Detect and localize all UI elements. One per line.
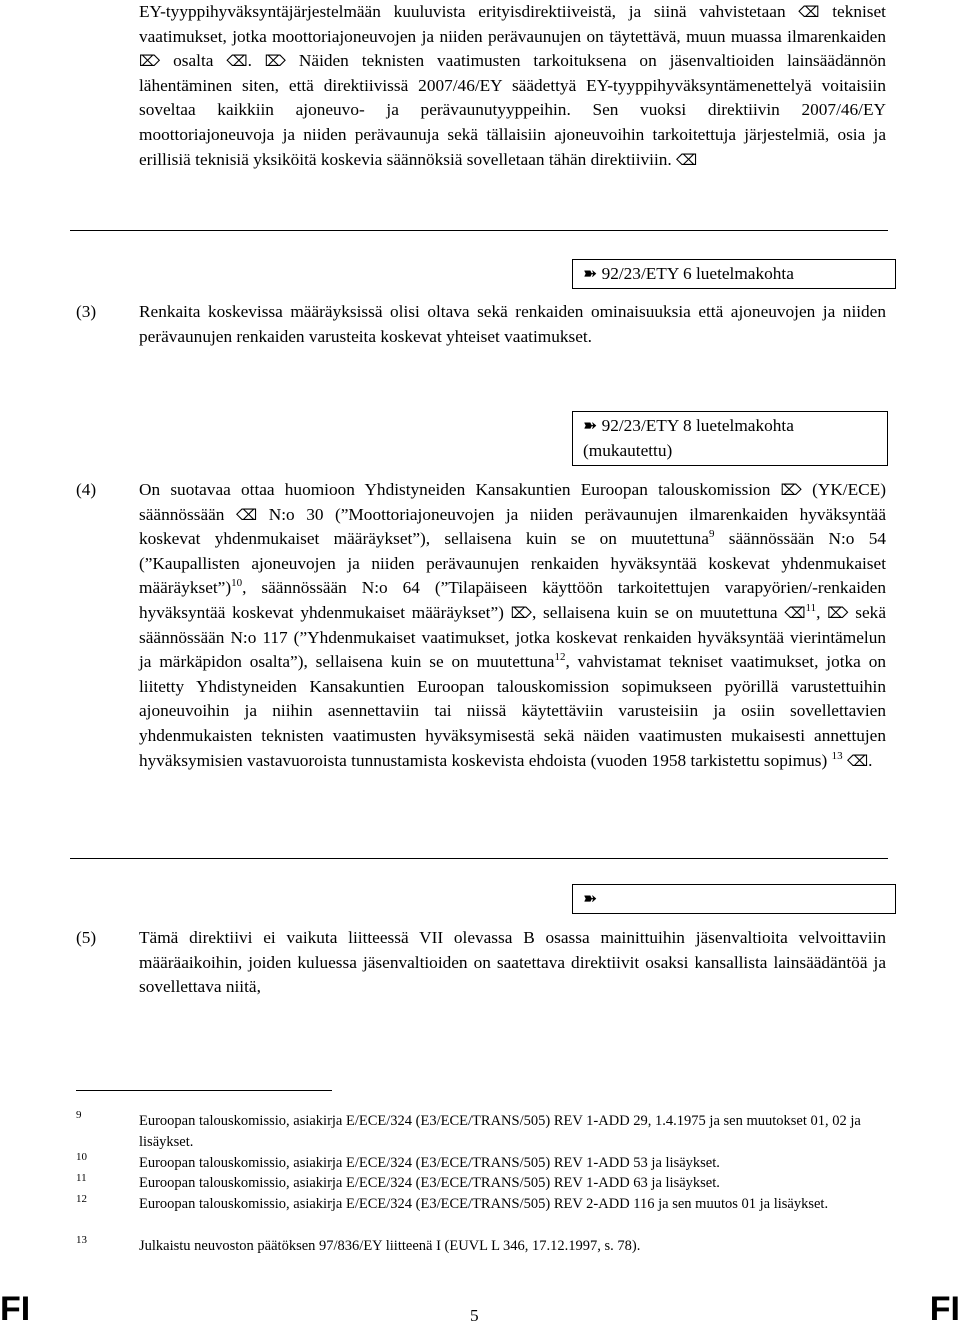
recital-text: Tämä direktiivi ei vaikuta liitteessä VII olevassa B osassa mainittuihin jäsenvaltioita velvoittaviin määräaikoihin, joiden kuluessa jäsenvaltioiden on saatettava direktiivit osaksi kansallista lainsäädäntöä ja sovellettava niitä, xyxy=(139,928,886,997)
deletion-end-icon: ⌫ xyxy=(235,505,258,524)
deletion-end-icon: ⌫ xyxy=(846,751,869,770)
deletion-end-icon: ⌫ xyxy=(226,52,248,71)
source-reference-sublabel: (mukautettu) xyxy=(583,440,673,460)
footnote-number: 11 xyxy=(76,1172,87,1184)
footnote-text: Euroopan talouskomissio, asiakirja E/ECE/324 (E3/ECE/TRANS/505) REV 2-ADD 116 ja sen muutos 01 ja lisäykset. xyxy=(139,1196,829,1212)
arrow-down-icon: ➽ xyxy=(583,416,598,436)
section-divider xyxy=(70,230,888,231)
source-reference-label: 92/23/ETY 6 luetelmakohta xyxy=(601,264,794,283)
recital-text: Renkaita koskevissa määräyksissä olisi oltava sekä renkaiden ominaisuuksia että ajoneuvojen ja niiden perävaunujen renkaiden varusteita koskevat yhteiset vaatimukset. xyxy=(139,302,886,346)
deletion-start-icon: ⌦ xyxy=(827,603,849,622)
paragraph-continuation: EY-tyyppihyväksyntäjärjestelmään kuuluvista erityisdirektiiveistä, ja siinä vahvistetaan ⌫ tekniset vaatimukset, jotka moottoriajoneuvojen ja niiden perävaunujen on täytettävä, muun muassa ilmarenkaiden ⌦ osalta ⌫. ⌦ Näiden teknisten vaatimusten tarkoituksena on jäsenvaltioiden lainsäädännön lähentäminen siten, että direktiivissä 2007/46/EY säädettyä EY-tyyppihyväksyntämenettelyä voitaisiin soveltaa kaikkiin ajoneuvo- ja perävaunutyyppeihin. Sen vuoksi direktiivin 2007/46/EY moottoriajoneuvoja ja niiden perävaunuja sekä tällaisiin ajoneuvoihin tarkoitettuja järjestelmiä, osia ja erillisiä teknisiä yksiköitä koskevia säännöksiä sovelletaan tähän direktiiviin. ⌫ xyxy=(139,2,886,169)
footnote-number: 9 xyxy=(76,1109,82,1121)
source-reference-box xyxy=(572,411,888,466)
footnote-text: Euroopan talouskomissio, asiakirja E/ECE/324 (E3/ECE/TRANS/505) REV 1-ADD 63 ja lisäykset. xyxy=(139,1175,720,1191)
footnote-ref[interactable]: 11 xyxy=(805,602,817,615)
page-number: 5 xyxy=(470,1306,479,1325)
footnote-ref[interactable]: 12 xyxy=(554,651,566,664)
deletion-start-icon: ⌦ xyxy=(139,52,161,71)
footnote-text: Julkaistu neuvoston päätöksen 97/836/EY liitteenä I (EUVL L 346, 17.12.1997, s. 78). xyxy=(139,1238,641,1254)
language-code-right: FI xyxy=(929,1290,960,1328)
section-divider xyxy=(70,858,888,859)
source-reference-box xyxy=(572,259,896,289)
footnote-number: 12 xyxy=(76,1193,87,1205)
deletion-start-icon: ⌦ xyxy=(780,481,802,499)
footnote-number: 10 xyxy=(76,1151,87,1163)
footnote-text: Euroopan talouskomissio, asiakirja E/ECE/324 (E3/ECE/TRANS/505) REV 1-ADD 29, 1.4.1975 ja sen muutokset 01, 02 ja lisäykset. xyxy=(139,1113,861,1150)
source-reference-box xyxy=(572,884,896,914)
deletion-start-icon: ⌦ xyxy=(510,603,532,622)
recital-number: (3) xyxy=(76,302,97,321)
language-code-left: FI xyxy=(0,1290,31,1328)
footnote-ref[interactable]: 9 xyxy=(708,528,715,541)
arrow-down-icon: ➽ xyxy=(583,889,598,909)
recital-number: (4) xyxy=(76,480,97,499)
deletion-start-icon: ⌦ xyxy=(264,52,287,71)
deletion-end-icon: ⌫ xyxy=(798,3,820,21)
recital-text: On suotavaa ottaa huomioon Yhdistyneiden Kansakuntien Euroopan talouskomission ⌦ (YK/ECE) säännössään ⌫ N:o 30 (”Moottoriajoneuvojen ja niiden perävaunujen ilmarenkaiden hyväksyntää koskevat yhdenmukaiset määräykset”), sellaisena kuin se on muutettuna$^9$ säännössään N:o 54 (”Kaupallisten ajoneuvojen ja niiden perävaunujen renkaiden hyväksyntää koskevat yhdenmukaiset määräykset”)$^{10}$, säännössään N:o 64 (”Tilapäiseen käyttöön tarkoitettujen varapyörien/-renkaiden hyväksyntää koskevat yhdenmukaiset määräykset”) ⌦, sellaisena kuin se on muutettuna ⌫$^{11}$, ⌦ sekä säännössään N:o 117 (”Yhdenmukaiset vaatimukset, jotka koskevat renkaiden hyväksyntää vierintämelun ja märkäpidon osalta”), sellaisena kuin se on muutettuna$^{12}$, vahvistamat tekniset vaatimukset, jotka on liitetty Yhdistyneiden Kansakuntien Euroopan talouskomission sopimukseen pyörillä varustettuihin ajoneuvoihin ja niihin asennettaviin tai niissä käytettäviin varusteisiin ja osiin sovellettavien yhdenmukaisten teknisten vaatimusten hyväksymisestä sekä näiden vaatimusten mukaisesti annettujen hyväksymisien vastavuoroista tunnustamista koskevista ehdoista (vuoden 1958 tarkistettu sopimus) $^{13}$ ⌫. xyxy=(139,480,886,770)
source-reference-label: 92/23/ETY 8 luetelmakohta xyxy=(601,416,794,435)
footnote-ref[interactable]: 13 xyxy=(831,749,843,762)
footnote-separator xyxy=(76,1090,332,1091)
recital-number: (5) xyxy=(76,928,97,947)
deletion-end-icon: ⌫ xyxy=(784,603,806,622)
footnote-text: Euroopan talouskomissio, asiakirja E/ECE/324 (E3/ECE/TRANS/505) REV 1-ADD 53 ja lisäykset. xyxy=(139,1155,720,1171)
footnote-number: 13 xyxy=(76,1234,87,1246)
arrow-down-icon: ➽ xyxy=(583,264,598,284)
footnote-ref[interactable]: 10 xyxy=(231,577,243,590)
deletion-end-icon: ⌫ xyxy=(676,150,698,169)
